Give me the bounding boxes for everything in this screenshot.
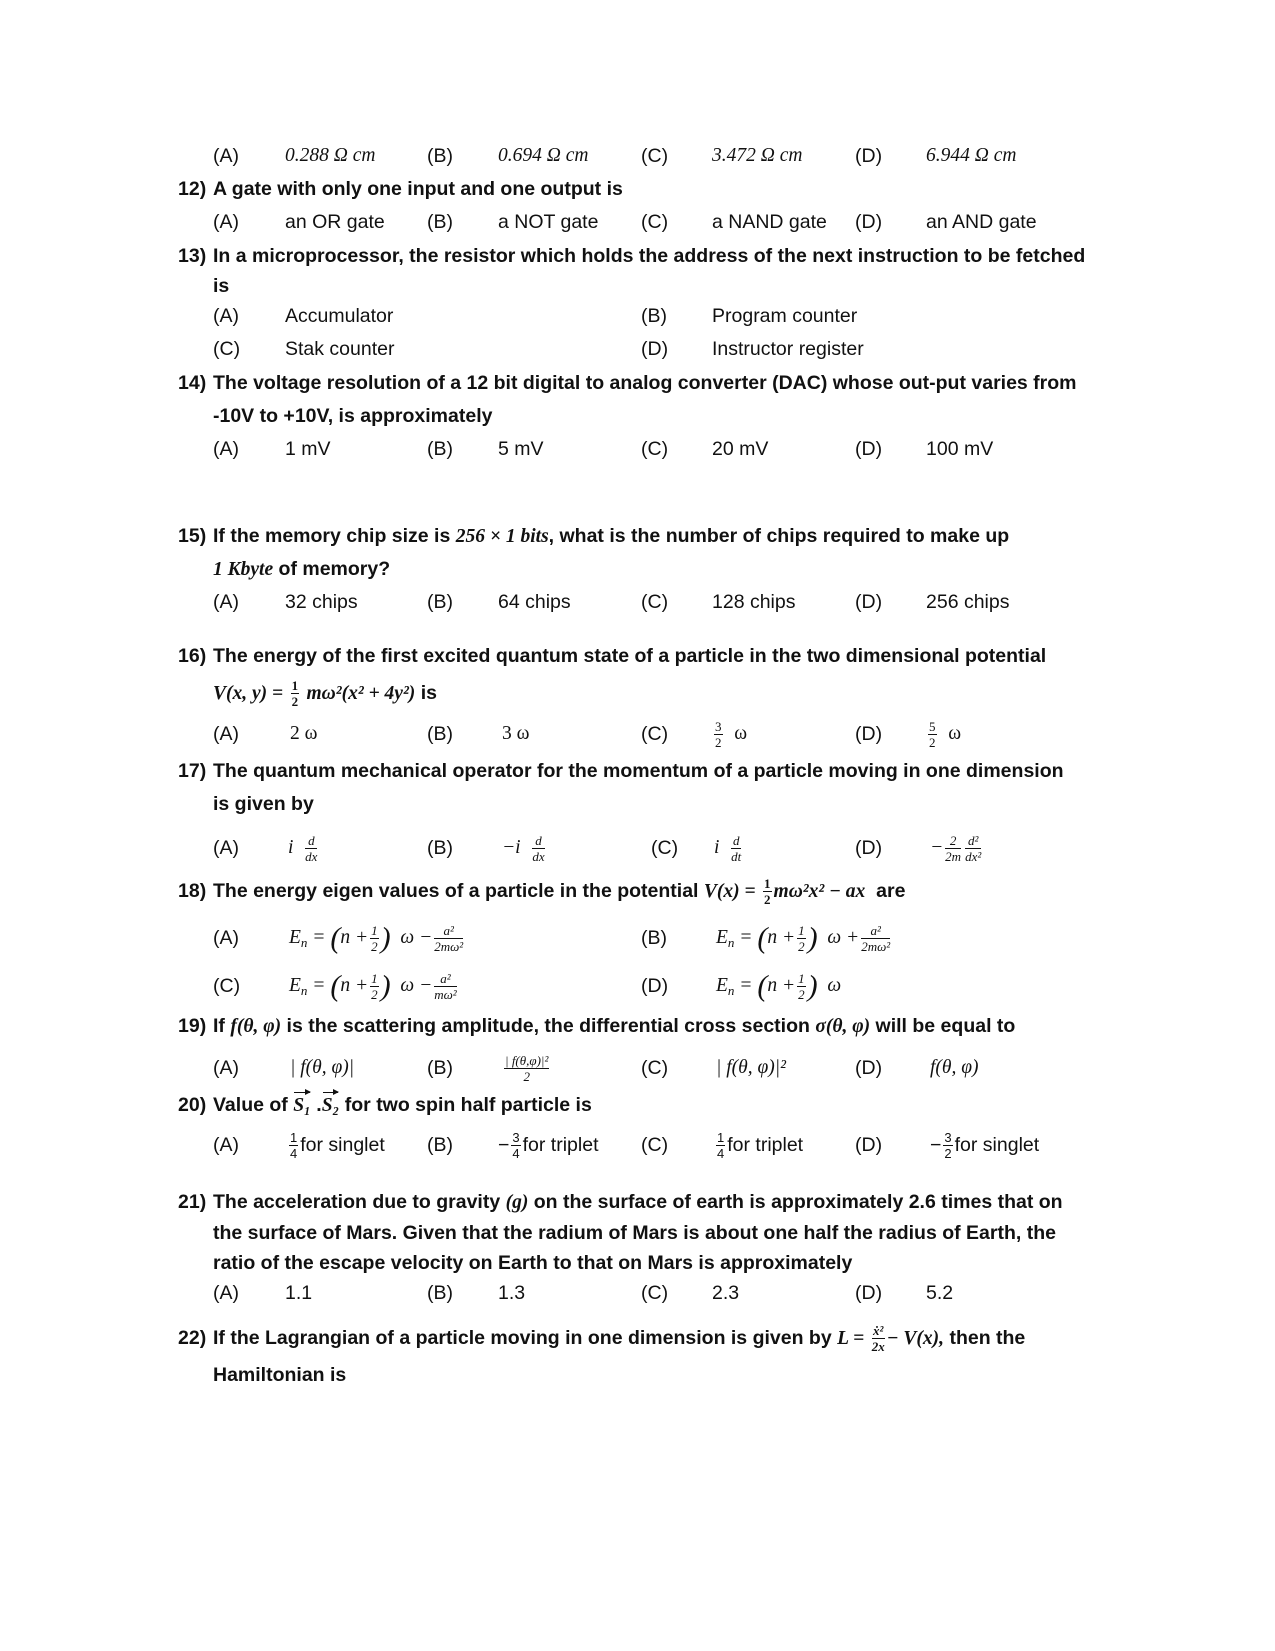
question-number: 15) <box>178 525 207 547</box>
text-part: for two spin half particle is <box>344 1094 592 1116</box>
eq-lhs: V(x) = <box>703 881 756 902</box>
fraction-den: 2 <box>929 735 936 751</box>
question-22 <box>0 1320 1275 1356</box>
fraction-den: mω² <box>434 987 457 1003</box>
fraction <box>872 1324 885 1353</box>
option-a: 1 mV <box>285 438 331 460</box>
fraction-num: 3 <box>512 1130 520 1146</box>
fraction-num: 2 <box>945 834 961 849</box>
option-a-letter: (A) <box>213 305 239 327</box>
fraction <box>928 720 937 749</box>
option-d: 6.944 Ω cm <box>926 145 1017 166</box>
question-12 <box>0 174 1275 204</box>
question-16-equation <box>0 676 1275 710</box>
op-prefix: i <box>288 837 294 858</box>
fraction-den: 4 <box>717 1146 725 1162</box>
option-a-letter: (A) <box>213 591 239 613</box>
option-a-letter: (A) <box>213 1057 239 1079</box>
question-text: The voltage resolution of a 12 bit digital to analog converter (DAC) whose out-put varies from <box>213 372 1077 394</box>
question-number: 13) <box>178 245 207 267</box>
fraction <box>532 834 544 863</box>
fraction-den: 2 <box>715 735 722 751</box>
fraction-num: 1 <box>371 971 378 987</box>
option-a: 2 ω <box>290 723 318 744</box>
energy-symbol: E <box>289 927 301 948</box>
option-b-letter: (B) <box>427 438 453 460</box>
question-number: 16) <box>178 645 207 667</box>
fraction <box>305 834 317 863</box>
fraction-den: 4 <box>290 1146 298 1162</box>
option-c-letter: (C) <box>641 1057 669 1079</box>
option-d-letter: (D) <box>855 211 883 233</box>
question-20 <box>0 1090 1275 1120</box>
question-text <box>213 1090 592 1121</box>
fraction-num: 1 <box>798 923 805 939</box>
question-text: The quantum mechanical operator for the momentum of a particle moving in one dimension <box>213 760 1064 782</box>
question-text <box>213 1320 1025 1357</box>
option-b-letter: (B) <box>641 305 667 327</box>
option-a <box>287 1127 385 1163</box>
fraction-num: d <box>305 834 317 849</box>
eq-tail: then the <box>949 1327 1026 1349</box>
question-number: 14) <box>178 372 207 394</box>
option-d <box>926 718 961 750</box>
fraction <box>289 1131 298 1160</box>
question-number: 19) <box>178 1015 207 1037</box>
option-d-letter: (D) <box>855 1057 883 1079</box>
fraction-num: a² <box>434 972 456 987</box>
energy-symbol: E <box>716 927 728 948</box>
omega: ω <box>948 723 962 744</box>
option-a: 0.288 Ω cm <box>285 145 376 166</box>
option-d-letter: (D) <box>855 438 883 460</box>
option-b-letter: (B) <box>427 145 453 167</box>
option-d-letter: (D) <box>641 975 669 997</box>
q14-options <box>0 434 1275 464</box>
fraction-num: 1 <box>764 876 771 892</box>
dot-operator: . <box>316 1094 322 1116</box>
option-d <box>930 830 983 866</box>
option-d: f(θ, φ) <box>930 1057 979 1078</box>
question-text: In a microprocessor, the resistor which holds the address of the next instruction to be fetched <box>213 245 1086 267</box>
option-d-letter: (D) <box>855 837 883 859</box>
math-cross-section: σ(θ, φ) <box>815 1016 871 1037</box>
option-text: for singlet <box>954 1134 1040 1156</box>
fraction-den: 2mω² <box>861 939 891 955</box>
question-21-line3 <box>0 1248 1275 1278</box>
equals: = <box>312 927 326 948</box>
option-d-letter: (D) <box>855 1134 883 1156</box>
potential-equation <box>213 676 437 711</box>
option-d-letter: (D) <box>855 723 883 745</box>
omega-term: ω − <box>400 927 433 948</box>
fraction-den: 4 <box>512 1146 520 1162</box>
fraction <box>943 1131 952 1160</box>
fraction <box>731 834 741 863</box>
question-number: 12) <box>178 178 207 200</box>
text-part: on the surface of earth is approximately 2.6 times that on <box>533 1191 1063 1213</box>
q13-options-row2 <box>0 334 1275 364</box>
option-c: 2.3 <box>712 1282 740 1304</box>
option-c: 3.472 Ω cm <box>712 145 803 166</box>
option-b: 3 ω <box>502 723 530 744</box>
option-b: 5 mV <box>498 438 544 460</box>
fraction-num: 5 <box>929 719 936 735</box>
omega-term: ω <box>827 975 842 996</box>
option-c <box>712 718 747 750</box>
fraction-den: 2x <box>871 1339 885 1355</box>
fraction-num: a² <box>434 924 463 939</box>
fraction-num: d <box>532 834 544 849</box>
option-c-letter: (C) <box>641 211 669 233</box>
fraction <box>434 924 463 953</box>
fraction-num: 1 <box>798 971 805 987</box>
option-d <box>930 1127 1039 1163</box>
option-d: 256 chips <box>926 591 1010 613</box>
fraction-den: 2 <box>371 939 378 955</box>
eq-lhs: V(x, y) = <box>213 683 284 704</box>
option-c-letter: (C) <box>641 723 669 745</box>
question-22-line2 <box>0 1360 1275 1390</box>
question-text: is given by <box>213 793 314 815</box>
option-b-letter: (B) <box>641 927 667 949</box>
option-a-letter: (A) <box>213 145 239 167</box>
option-a: 32 chips <box>285 591 358 613</box>
q16-options <box>0 718 1275 750</box>
question-16 <box>0 641 1275 671</box>
option-a-letter: (A) <box>213 438 239 460</box>
spin-vector-1: S₁ <box>293 1091 311 1121</box>
fraction-den: 2 <box>798 987 805 1003</box>
option-a-letter: (A) <box>213 723 239 745</box>
option-a: 1.1 <box>285 1282 313 1304</box>
option-b-letter: (B) <box>427 837 453 859</box>
energy-symbol: E <box>716 975 728 996</box>
question-17 <box>0 756 1275 786</box>
sign: − <box>498 1134 510 1156</box>
fraction-den: dx <box>305 849 318 865</box>
op-prefix: −i <box>502 837 521 858</box>
op-prefix: i <box>714 837 720 858</box>
option-b-letter: (B) <box>427 211 453 233</box>
fraction-num: 1 <box>291 678 299 694</box>
question-18 <box>0 874 1275 908</box>
eq-rhs: mω²x² − ax <box>773 881 866 902</box>
q19-options <box>0 1050 1275 1086</box>
question-text: ratio of the escape velocity on Earth to that on Mars is approximately <box>213 1252 853 1274</box>
question-14-line2 <box>0 401 1275 431</box>
omega-term: ω − <box>400 975 433 996</box>
option-b <box>498 1127 598 1163</box>
option-text: for triplet <box>522 1134 599 1156</box>
fraction-num: 1 <box>290 1130 298 1146</box>
option-d-letter: (D) <box>855 145 883 167</box>
question-text: -10V to +10V, is approximately <box>213 405 493 427</box>
energy-subscript: n <box>727 935 735 950</box>
option-c: 20 mV <box>712 438 769 460</box>
fraction <box>370 972 379 1001</box>
question-text <box>213 554 390 585</box>
energy-subscript: n <box>300 935 308 950</box>
option-a: | f(θ, φ)| <box>290 1057 355 1078</box>
option-b <box>502 1050 551 1086</box>
eq-rhs: − V(x), <box>886 1328 945 1349</box>
option-c-letter: (C) <box>641 145 669 167</box>
fraction-num: 1 <box>717 1130 725 1146</box>
fraction-den: 2 <box>291 694 299 710</box>
eq-rhs: mω²(x² + 4y²) <box>306 683 416 704</box>
omega: ω <box>734 723 748 744</box>
option-c: a NAND gate <box>712 211 827 233</box>
fraction <box>714 720 723 749</box>
q13-options-row1 <box>0 301 1275 331</box>
question-13 <box>0 241 1275 271</box>
fraction-num: 1 <box>371 923 378 939</box>
option-c: $E_n = (n$ + $\frac{1}{2}$ ) ω − $\frac{\text{a²}}{\text{mω²}}$ <box>289 969 457 1003</box>
fraction <box>511 1131 520 1160</box>
math-kbyte: 1 Kbyte <box>213 559 274 580</box>
question-number: 20) <box>178 1094 207 1116</box>
text-part: If the Lagrangian of a particle moving in one dimension is given by <box>213 1327 832 1349</box>
omega-term: ω + <box>827 927 860 948</box>
question-number: 21) <box>178 1191 207 1213</box>
fraction-num: a² <box>861 924 890 939</box>
fraction-den: dx² <box>965 849 982 865</box>
fraction-den: 2 <box>798 939 805 955</box>
equals: = <box>739 927 753 948</box>
math-gravity: (g) <box>505 1192 529 1213</box>
question-text: A gate with only one input and one output is <box>213 178 623 200</box>
question-15-line2 <box>0 554 1275 584</box>
option-a: $E_n = (n$ + $\frac{1}{2}$ ) ω − $\frac{\text{a²}}{\text{2mω²}}$ <box>289 921 464 955</box>
option-d-letter: (D) <box>855 591 883 613</box>
option-c-letter: (C) <box>641 1134 669 1156</box>
fraction <box>763 877 772 906</box>
text-part: If the memory chip size is <box>213 525 451 547</box>
question-text: the surface of Mars. Given that the radium of Mars is about one half the radius of Earth, the <box>213 1222 1056 1244</box>
option-b-letter: (B) <box>427 1057 453 1079</box>
option-d: 100 mV <box>926 438 994 460</box>
option-a: Accumulator <box>285 305 394 327</box>
option-a <box>288 830 319 866</box>
fraction <box>945 834 961 863</box>
fraction-den: 2 <box>764 892 771 908</box>
fraction-den: 2 <box>523 1069 530 1085</box>
option-b: 1.3 <box>498 1282 526 1304</box>
q21-options <box>0 1278 1275 1308</box>
question-text <box>213 1011 1015 1042</box>
eq-tail: are <box>876 880 906 902</box>
option-c-letter: (C) <box>641 591 669 613</box>
equals: = <box>312 975 326 996</box>
fraction-den: 2m <box>945 849 962 865</box>
fraction-den: dx <box>532 849 545 865</box>
q18-options-row1 <box>0 918 1275 958</box>
question-number: 18) <box>178 880 207 902</box>
fraction <box>797 972 806 1001</box>
option-c <box>714 830 743 866</box>
fraction <box>434 972 456 1001</box>
question-number: 17) <box>178 760 207 782</box>
question-19 <box>0 1011 1275 1041</box>
question-21 <box>0 1187 1275 1217</box>
option-d-letter: (D) <box>641 338 669 360</box>
eq-lhs: L = <box>837 1328 865 1349</box>
text-part: The energy eigen values of a particle in the potential <box>213 880 699 902</box>
question-text: Hamiltonian is <box>213 1364 347 1386</box>
option-b: 0.694 Ω cm <box>498 145 589 166</box>
fraction-num: | f(θ,φ)|² <box>505 1053 549 1069</box>
question-21-line2 <box>0 1218 1275 1248</box>
fraction-den: 2 <box>371 987 378 1003</box>
question-17-line2 <box>0 789 1275 819</box>
equals: = <box>739 975 753 996</box>
fraction <box>797 924 806 953</box>
option-b: Program counter <box>712 305 858 327</box>
option-b-letter: (B) <box>427 1134 453 1156</box>
option-a-letter: (A) <box>213 927 239 949</box>
fraction-den: dt <box>731 849 742 865</box>
math-chip-size: 256 × 1 bits <box>455 526 549 547</box>
option-a-letter: (A) <box>213 211 239 233</box>
fraction-num: d² <box>965 834 981 849</box>
energy-symbol: E <box>289 975 301 996</box>
option-c-letter: (C) <box>213 338 241 360</box>
q15-options <box>0 587 1275 617</box>
option-c-letter: (C) <box>651 837 679 859</box>
option-text: for singlet <box>300 1134 385 1156</box>
option-a-letter: (A) <box>213 1134 239 1156</box>
question-15 <box>0 521 1275 551</box>
option-c-letter: (C) <box>641 1282 669 1304</box>
option-d: Instructor register <box>712 338 864 360</box>
fraction <box>504 1054 549 1083</box>
eq-tail: is <box>420 682 437 704</box>
energy-subscript: n <box>727 983 735 998</box>
option-c-letter: (C) <box>213 975 241 997</box>
text-part: If <box>213 1015 225 1037</box>
fraction-den: 2 <box>944 1146 952 1162</box>
fraction-num: d <box>732 833 740 849</box>
question-text <box>213 521 1009 552</box>
fraction-num: ẋ² <box>873 1323 884 1339</box>
sign: − <box>930 1134 942 1156</box>
text-part: will be equal to <box>875 1015 1016 1037</box>
q12-options <box>0 207 1275 237</box>
option-b: $E_n = (n$ + $\frac{1}{2}$ ) ω + $\frac{\text{a²}}{\text{2mω²}}$ <box>716 921 891 955</box>
text-part: The acceleration due to gravity <box>213 1191 501 1213</box>
question-13-line2 <box>0 271 1275 301</box>
text-part: of memory? <box>278 558 391 580</box>
option-text: for triplet <box>727 1134 804 1156</box>
q18-options-row2 <box>0 966 1275 1006</box>
option-b-letter: (B) <box>427 723 453 745</box>
question-text: is <box>213 275 230 297</box>
option-c: Stak counter <box>285 338 395 360</box>
option-c: | f(θ, φ)|² <box>716 1057 786 1078</box>
fraction-den: 2mω² <box>434 939 464 955</box>
math-amplitude: f(θ, φ) <box>230 1016 282 1037</box>
option-d: an AND gate <box>926 211 1037 233</box>
option-d: $E_n = (n$ + $\frac{1}{2}$ ) ω <box>716 969 842 1003</box>
option-c <box>714 1127 803 1163</box>
op-prefix: − <box>930 837 944 858</box>
question-14 <box>0 368 1275 398</box>
spin-vector-2: S₂ <box>322 1091 340 1121</box>
text-part: Value of <box>213 1094 288 1116</box>
fraction <box>861 924 890 953</box>
question-text <box>213 874 905 909</box>
option-b <box>502 830 547 866</box>
text-part: is the scattering amplitude, the differential cross section <box>286 1015 810 1037</box>
option-d-letter: (D) <box>855 1282 883 1304</box>
q17-options <box>0 830 1275 866</box>
option-b: a NOT gate <box>498 211 599 233</box>
text-part: , what is the number of chips required to make up <box>548 525 1010 547</box>
energy-subscript: n <box>300 983 308 998</box>
fraction <box>965 834 981 863</box>
option-b-letter: (B) <box>427 591 453 613</box>
fraction <box>291 679 300 708</box>
option-c-letter: (C) <box>641 438 669 460</box>
option-a-letter: (A) <box>213 1282 239 1304</box>
option-c: 128 chips <box>712 591 796 613</box>
option-b-letter: (B) <box>427 1282 453 1304</box>
fraction-num: 3 <box>944 1130 952 1146</box>
q20-options <box>0 1127 1275 1163</box>
option-a-letter: (A) <box>213 837 239 859</box>
question-text: The energy of the first excited quantum state of a particle in the two dimensional potential <box>213 645 1047 667</box>
question-text <box>213 1187 1063 1218</box>
question-number: 22) <box>178 1327 207 1349</box>
fraction <box>370 924 379 953</box>
fraction <box>716 1131 725 1160</box>
fraction-num: 3 <box>715 719 722 735</box>
option-d: 5.2 <box>926 1282 954 1304</box>
q11-options <box>0 141 1275 171</box>
option-b: 64 chips <box>498 591 571 613</box>
option-a: an OR gate <box>285 211 385 233</box>
